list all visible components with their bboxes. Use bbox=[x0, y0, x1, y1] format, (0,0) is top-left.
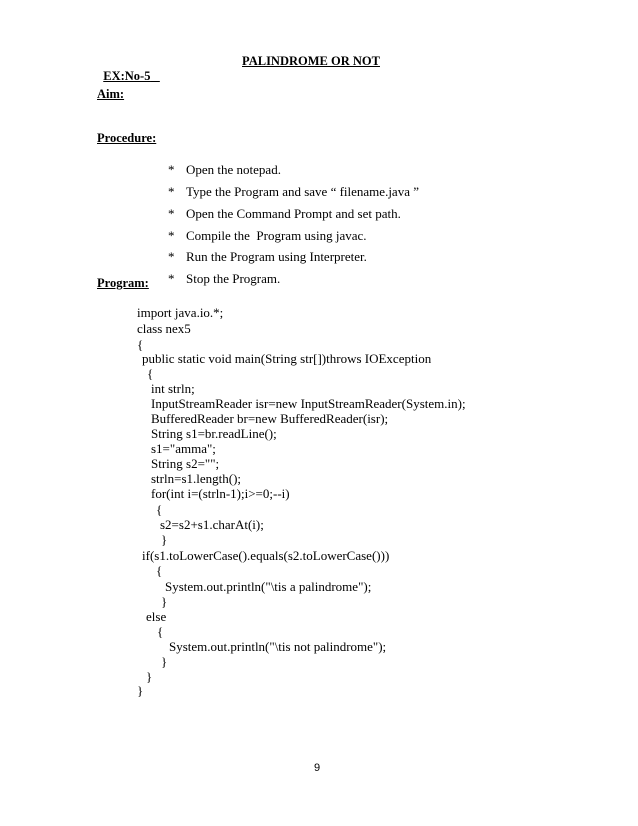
code-line: else bbox=[146, 609, 167, 624]
code-line: { bbox=[137, 337, 144, 352]
code-line: { bbox=[147, 366, 154, 381]
procedure-step: * Run the Program using Interpreter. bbox=[168, 249, 367, 264]
code-line: for(int i=(strln-1);i>=0;--i) bbox=[151, 486, 290, 501]
page-title: PALINDROME OR NOT bbox=[242, 54, 380, 68]
procedure-step: * Open the notepad. bbox=[168, 162, 281, 177]
page-number: 9 bbox=[314, 762, 321, 774]
code-line: if(s1.toLowerCase().equals(s2.toLowerCase())) bbox=[142, 548, 390, 563]
code-line: int strln; bbox=[151, 381, 195, 396]
program-label: Program: bbox=[97, 276, 149, 290]
code-line: } bbox=[137, 683, 144, 698]
code-line: System.out.println("\tis not palindrome"); bbox=[169, 639, 387, 654]
code-line: BufferedReader br=new BufferedReader(isr); bbox=[151, 411, 389, 426]
code-line: strln=s1.length(); bbox=[151, 471, 242, 486]
code-line: { bbox=[157, 624, 164, 639]
code-line: InputStreamReader isr=new InputStreamReader(System.in); bbox=[151, 396, 466, 411]
procedure-step: * Stop the Program. bbox=[168, 271, 281, 286]
code-line: s2=s2+s1.charAt(i); bbox=[160, 517, 264, 532]
code-line: String s1=br.readLine(); bbox=[151, 426, 277, 441]
code-line: System.out.println("\tis a palindrome"); bbox=[165, 579, 372, 594]
code-line: { bbox=[156, 563, 163, 578]
code-line: } bbox=[161, 532, 168, 547]
code-line: } bbox=[161, 654, 168, 669]
code-line: class nex5 bbox=[137, 321, 191, 336]
code-line: } bbox=[161, 594, 168, 609]
code-line: import java.io.*; bbox=[137, 305, 224, 320]
procedure-step: * Compile the Program using javac. bbox=[168, 228, 367, 243]
procedure-step: * Open the Command Prompt and set path. bbox=[168, 206, 401, 221]
aim-label: Aim: bbox=[97, 87, 125, 101]
code-line: String s2=""; bbox=[151, 456, 220, 471]
code-line: public static void main(String str[])throws IOException bbox=[142, 351, 432, 366]
code-line: s1="amma"; bbox=[151, 441, 216, 456]
code-line: { bbox=[156, 502, 163, 517]
procedure-step: * Type the Program and save “ filename.java ” bbox=[168, 184, 419, 199]
procedure-label: Procedure: bbox=[97, 131, 157, 145]
exercise-number: EX:No-5 bbox=[103, 69, 151, 83]
code-line: } bbox=[146, 669, 153, 684]
